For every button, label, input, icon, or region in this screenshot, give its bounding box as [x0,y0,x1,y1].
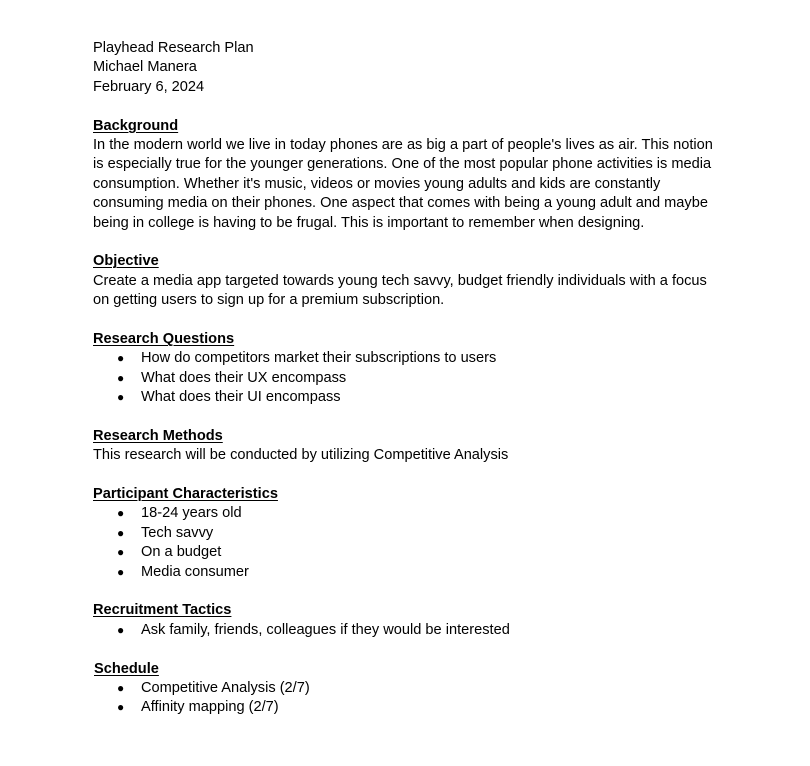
list-item: ● 18-24 years old [93,504,723,523]
participant-characteristics-heading: Participant Characteristics [93,485,278,502]
list-item: ● Tech savvy [93,524,723,543]
document-page [93,39,723,718]
background-line: consuming media on their phones. One aspect that comes with being a young adult and maybe [93,195,708,212]
bullet-icon: ● [117,545,125,560]
list-item: ● Ask family, friends, colleagues if they would be interested [93,621,723,640]
bullet-icon: ● [117,370,125,385]
bullet-icon: ● [117,390,125,405]
list-item: ● How do competitors market their subscriptions to users [93,349,723,368]
background-line: In the modern world we live in today phones are as big a part of people's lives as air. This notion [93,136,713,153]
objective-line: on getting users to sign up for a premium subscription. [93,292,445,309]
objective-heading: Objective [93,253,159,270]
list-item: ● What does their UI encompass [93,388,723,407]
schedule-list [93,679,723,718]
background-line: consumption. Whether it's music, videos or movies young adults and kids are constantly [93,175,661,192]
participant-characteristics-list [93,504,723,582]
background-paragraph [93,136,723,233]
research-questions-list [93,349,723,407]
document-title: Playhead Research Plan [93,40,254,56]
bullet-icon: ● [117,622,125,637]
bullet-icon: ● [117,351,125,366]
background-line: being in college is having to be frugal. This is important to remember when designing. [93,214,645,231]
list-item: ● Affinity mapping (2/7) [93,698,723,717]
document-date: February 6, 2024 [93,78,205,95]
background-heading: Background [93,117,179,134]
research-methods-text: This research will be conducted by utilizing Competitive Analysis [93,447,509,464]
background-line: is especially true for the younger generations. One of the most popular phone activities is media [93,156,712,173]
objective-line: Create a media app targeted towards young tech savvy, budget friendly individuals with a focus [93,272,707,289]
objective-paragraph [93,272,723,311]
research-questions-heading: Research Questions [93,330,235,347]
bullet-icon: ● [117,700,125,715]
research-methods-heading: Research Methods [93,427,223,444]
list-item: ● On a budget [93,543,723,562]
recruitment-tactics-heading: Recruitment Tactics [93,602,232,619]
list-item: ● Competitive Analysis (2/7) [93,679,723,698]
bullet-icon: ● [117,680,125,695]
recruitment-tactics-list [93,621,723,640]
list-item: ● What does their UX encompass [93,369,723,388]
bullet-icon: ● [117,506,125,521]
bullet-icon: ● [117,564,125,579]
list-item: ● Media consumer [93,563,723,582]
bullet-icon: ● [117,525,125,540]
author-name: Michael Manera [93,59,197,76]
schedule-heading: Schedule [94,660,159,677]
